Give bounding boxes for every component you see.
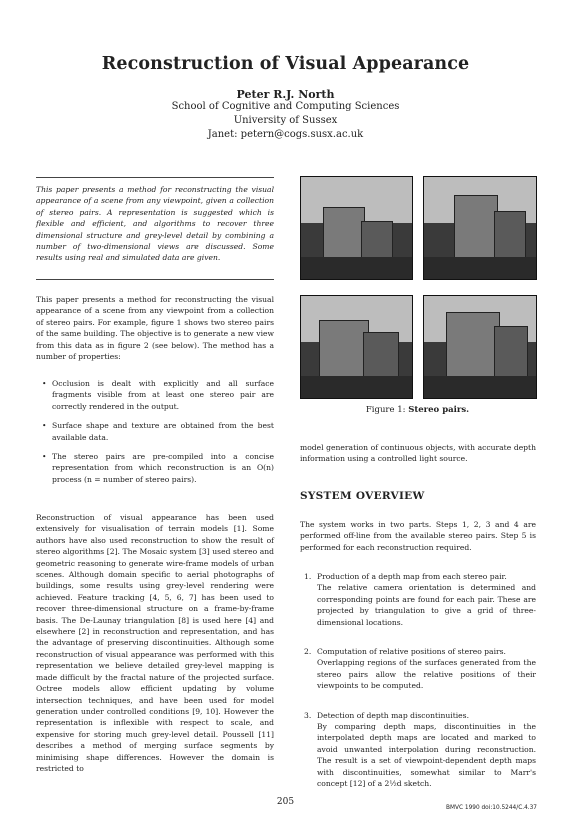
system-step	[300, 571, 536, 628]
property-item: • Surface shape and texture are obtained from the best available data.	[36, 420, 274, 443]
continued-paragraph: model generation of continuous objects, with accurate depth information using a controlled light source.	[300, 443, 536, 464]
system-step	[300, 710, 536, 790]
stereo-image-2a	[300, 295, 413, 399]
figure-caption-text: Stereo pairs.	[408, 405, 470, 415]
section-heading: SYSTEM OVERVIEW	[300, 490, 425, 502]
paper-title: Reconstruction of Visual Appearance	[101, 54, 470, 74]
step-title: Production of a depth map from each stereo pair.	[317, 572, 507, 581]
step-text: Overlapping regions of the surfaces generated from the stereo pairs allow the relative positions of their viewpoints to be computed.	[317, 658, 536, 691]
affiliation-line: School of Cognitive and Computing Sciences	[171, 101, 400, 112]
step-number: 2.	[304, 647, 312, 657]
step-text: By comparing depth maps, discontinuities in the interpolated depth maps are located and marked to avoid unwanted interpolation during reconstruction. The result is a set of viewpoint-dependent depth maps with discontinuities, somewhat similar to Marr's concept [12] of a 2½d sketch.	[317, 722, 536, 789]
abstract-top-rule	[36, 177, 274, 178]
abstract: This paper presents a method for reconstructing the visual appearance of a scene from any viewpoint, given a collection of stereo pairs. A representation is suggested which is flexible and efficient, and algorithms to recover three dimensional structure and grey-level detail by combining a number of two-dimensional views are discussed. Some results using real and simulated data are given.	[36, 185, 274, 263]
step-text: The relative camera orientation is determined and corresponding points are found for each pair. These are projected by triangulation to give a grid of three-dimensional locations.	[317, 583, 536, 627]
figure-caption	[300, 405, 535, 415]
affiliation-line: University of Sussex	[233, 115, 338, 126]
system-intro-paragraph: The system works in two parts. Steps 1, 2, 3 and 4 are performed off-line from the available stereo pairs. Step 5 is performed for each reconstruction required.	[300, 520, 536, 552]
system-step	[300, 646, 536, 692]
author-name: Peter R.J. North	[236, 88, 335, 101]
step-title: Detection of depth map discontinuities.	[317, 710, 469, 720]
figure-caption-label: Figure 1:	[365, 405, 406, 415]
page-number: 205	[276, 797, 295, 807]
property-item: • The stereo pairs are pre-compiled into a concise representation from which reconstruction is an O(n) process (n = number of stereo pairs).	[36, 451, 274, 485]
abstract-bottom-rule	[36, 279, 274, 280]
related-work-paragraph: Reconstruction of visual appearance has been used extensively for visualisation of terrain models [1]. Some authors have also used reconstruction to show the result of stereo algorithms [2]. The Mosaic system [3] used stereo and geometric reasoning to generate wire-frame models of urban scenes. Although domain specific to aerial photographs of buildings, some results using grey-level rendering were achieved. Feature tracking [4, 5, 6, 7] has been used to recover three-dimensional structure on a frame-by-frame basis. The De-Launay triangulation [8] is used here [4] and elsewhere [2] in reconstruction and representation, and has the advantage of preserving discontinuities. Although some reconstruction of visual appearance was performed with this representation we believe detailed grey-level mapping is made difficult by the fractal nature of the projected surface. Octree models allow efficient updating by volume intersection techniques, and have been used for model generation under controlled conditions [9, 10]. However the representation is inflexible with respect to scale, and expensive for storing much grey-level detail. Poussell [11] describes a method of merging surface segments by minimising shape differences. However the domain is restricted to	[36, 513, 274, 773]
step-number: 1.	[304, 572, 312, 581]
stereo-image-1b	[423, 176, 537, 280]
step-title: Computation of relative positions of stereo pairs.	[317, 647, 506, 657]
intro-paragraph: This paper presents a method for reconstructing the visual appearance of a scene from any viewpoint from a collection of stereo pairs. For example, figure 1 shows two stereo pairs of the same building. The objective is to generate a new view from this data as in figure 2 (see below). The method has a number of properties:	[36, 295, 274, 362]
stereo-image-2b	[423, 295, 537, 399]
stereo-image-1a	[300, 176, 413, 280]
system-steps-list	[300, 571, 536, 808]
property-item: • Occlusion is dealt with explicitly and all surface fragments visible from at least one stereo pair are correctly rendered in the output.	[36, 378, 274, 412]
doi-footer: BMVC 1990 doi:10.5244/C.4.37	[446, 805, 537, 811]
affiliation-email: Janet: petern@cogs.susx.ac.uk	[207, 129, 364, 140]
property-list	[36, 378, 274, 493]
step-number: 3.	[304, 710, 312, 720]
